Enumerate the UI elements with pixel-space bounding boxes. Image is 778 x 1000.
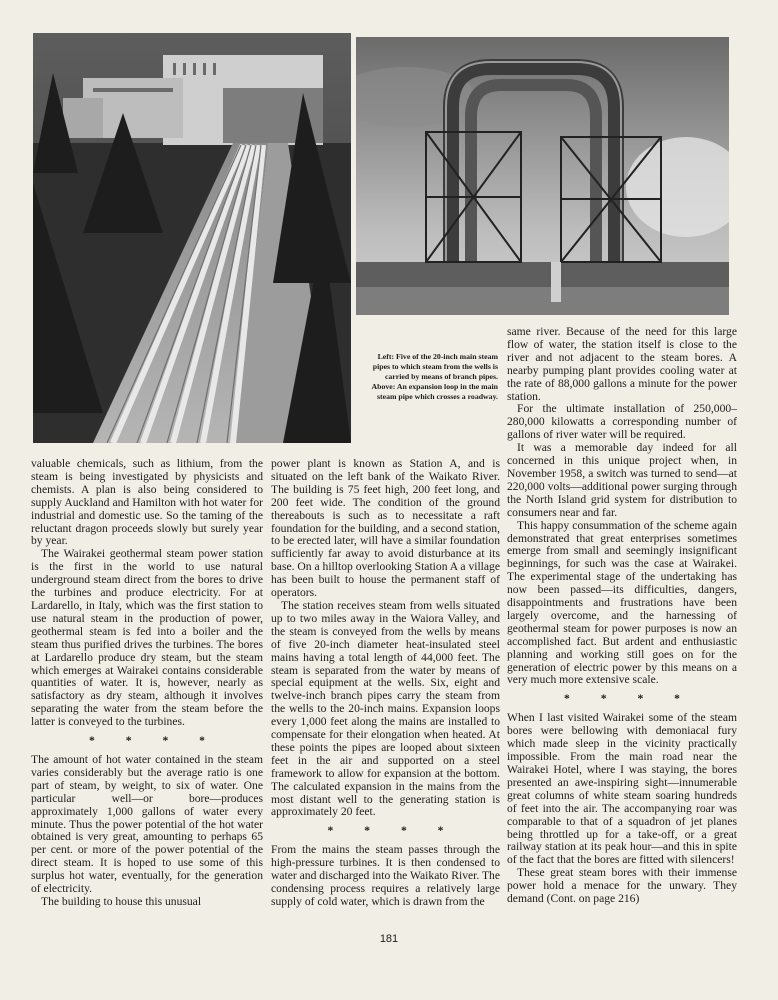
article-column-3 bbox=[507, 326, 737, 906]
photo-steam-pipes bbox=[33, 33, 351, 443]
page-number: 181 bbox=[379, 933, 399, 945]
expansion-loop-illustration bbox=[356, 37, 729, 315]
paragraph: When I last visited Wairakei some of the steam bores were bellowing with demoniacal fury which made sleep in the vicinity practically impossible. From the main road near the Wairakei Hotel, where I was staying, the bores presented an awe-inspiring sight—innumerable great columns of white steam soaring hundreds of feet into the air. The accompanying roar was comparable to that of a squadron of jet planes being throttled up for a take-off, or a great railway station at its peak hour—and this in spite of the fact that the bores are fitted with silencers! bbox=[507, 711, 737, 867]
paragraph: The building to house this unusual bbox=[41, 895, 202, 908]
steam-pipes-illustration bbox=[33, 33, 351, 443]
paragraph: The Wairakei geothermal steam power station is the first in the world to use natural underground steam direct from the bores to drive the turbines and produce electricity. For at Lardarello, in Italy, which was the first station to use natural steam in the production of power, geothermal steam is fed into a boiler and the steam thus purified drives the turbines. The bores at Lardarello produce dry steam, but the steam which emerges at Wairakei contains considerable quantities of water. It is, however, nearly as satisfactory as dry steam, although it involves separating the water from the steam before the latter is conveyed to the turbines. bbox=[31, 547, 263, 729]
article-column-1 bbox=[31, 458, 263, 909]
paragraph: From the mains the steam passes through the high-pressure turbines. It is then condensed to water and discharged into the Waikato River. The condensing process requires a relatively large supply of cold water, which is drawn from the bbox=[271, 843, 500, 908]
paragraph: valuable chemicals, such as lithium, from the steam is being investigated by physicists and chemists. A plan is also being considered to supply Auckland and Hamilton with hot water for industrial and domestic use. So the taming of the reluctant dragon proceeds slowly but surely year by year. bbox=[31, 457, 263, 548]
section-separator: * * * * bbox=[89, 734, 219, 748]
photo-expansion-loop bbox=[356, 37, 729, 315]
photo-caption: Left: Five of the 20-inch main steam pipes to which steam from the wells is carried by means of branch pipes. Above: An expansion loop in the main steam pipe which crosses a roadway. bbox=[371, 352, 498, 401]
paragraph: This happy consummation of the scheme again demonstrated that great enterprises sometimes emerge from small and seemingly insignificant beginnings, for such was the case at Wairakei. The experimental stage of the undertaking has now been passed—its difficulties, dangers, disappointments and frustrations have been largely overcome, and the harnessing of geothermal steam for power purposes is now an accomplished fact. But ardent and enthusiastic planning and working still goes on for the generation of electric power by this means on a very much more extensive scale. bbox=[507, 518, 737, 687]
paragraph: It was a memorable day indeed for all concerned in this unique project when, in November 1958, a switch was turned to send—at 220,000 volts—additional power surging through the North Island grid system for distribution to consumers near and far. bbox=[507, 441, 737, 519]
paragraph: The amount of hot water contained in the steam varies considerably but the average ratio is one part of steam, by weight, to six of water. One particular well—or bore—produces approximately 1,000 gallons of water every minute. Thus the power potential of the hot water obtained is very great, amounting to perhaps 65 per cent. or more of the power potential of the direct steam. It is hoped to use some of this surplus hot water, eventually, for the generation of electricity. bbox=[31, 753, 263, 896]
section-separator: * * * * bbox=[564, 692, 694, 706]
section-separator: * * * * bbox=[327, 824, 458, 838]
paragraph: power plant is known as Station A, and is situated on the left bank of the Waikato River. The building is 75 feet high, 200 feet long, and 200 feet wide. The condition of the ground thereabouts is such as to necessitate a raft foundation for the building, and a second station, to be erected later, will have a similar foundation sufficiently far away to avoid disturbance at its base. On a hilltop overlooking Station A a village has been built to house the permanent staff of operators. bbox=[271, 457, 500, 600]
paragraph: These great steam bores with their immense power hold a menace for the unwary. They demand (Cont. on page 216) bbox=[507, 866, 737, 906]
paragraph: For the ultimate installation of 250,000–280,000 kilowatts a corresponding number of gallons of river water will be required. bbox=[507, 402, 737, 442]
paragraph: The station receives steam from wells situated up to two miles away in the Waiora Valley, and the steam is conveyed from the wells by means of five 20-inch diameter heat-insulated steel mains having a total length of 44,000 feet. The steam is separated from the water by means of special equipment at the wells. Six, eight and twelve-inch branch pipes carry the steam from the wells to the 20-inch mains. Expansion loops every 1,000 feet along the mains are installed to compensate for their elongation when heated. At these points the pipes are looped about sixteen feet in the air and supported on a steel framework to allow for expansion at the bottom. The calculated expansion in the mains from the most distant well to the generating station is approximately 20 feet. bbox=[271, 598, 500, 819]
article-column-2 bbox=[271, 458, 500, 909]
paragraph: same river. Because of the need for this large flow of water, the station itself is close to the river and not adjacent to the steam bores. A nearby pumping plant provides cooling water at the rate of 88,000 gallons a minute for the power station. bbox=[507, 325, 737, 403]
